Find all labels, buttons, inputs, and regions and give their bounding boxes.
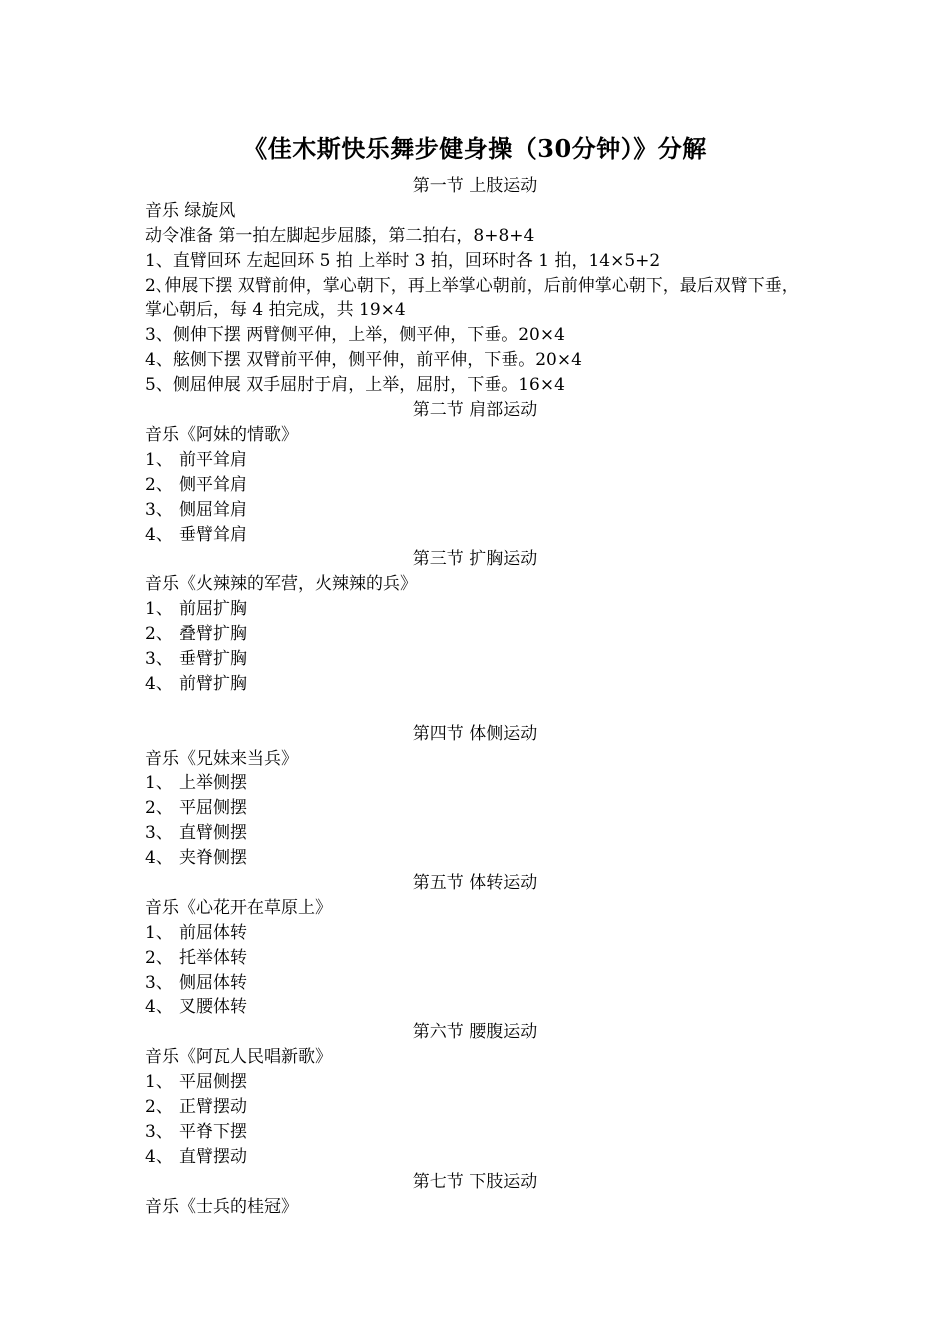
list-item-number: 1、	[145, 599, 173, 620]
list-item-text: 夹脊侧摆	[179, 848, 247, 869]
list-item-text: 前臂扩胸	[179, 673, 247, 694]
list-item	[145, 771, 815, 796]
list-item	[145, 448, 815, 473]
instruction-line: 2､伸展下摆 双臂前伸，掌心朝下，再上举掌心朝前，后前伸掌心朝下，最后双臂下垂，掌心朝后，每 4 拍完成，共 19×4	[145, 275, 799, 321]
list-item-text: 平屈侧摆	[179, 798, 247, 819]
list-item	[145, 1145, 815, 1170]
list-item-text: 前平耸肩	[179, 449, 247, 470]
list-item-number: 2、	[145, 624, 173, 645]
list-item-number: 4、	[145, 524, 173, 545]
section-music: 音乐《阿瓦人民唱新歌》	[145, 1047, 332, 1068]
list-item-number: 3、	[145, 823, 173, 844]
list-item-text: 托举体转	[179, 947, 247, 968]
list-item-text: 侧屈耸肩	[179, 499, 247, 520]
section-heading: 第六节 腰腹运动	[412, 1022, 538, 1043]
section-heading: 第五节 体转运动	[412, 872, 538, 893]
list-item-text: 垂臂耸肩	[179, 524, 247, 545]
list-item-number: 1、	[145, 773, 173, 794]
instruction-line: 5、侧屈伸展 双手屈肘于肩，上举，屈肘，下垂。16×4	[145, 375, 565, 396]
list-item	[145, 473, 815, 498]
list-item-number: 2、	[145, 1096, 173, 1117]
list-item	[145, 523, 815, 548]
section-music: 音乐《士兵的桂冠》	[145, 1196, 298, 1217]
list-item	[145, 672, 815, 697]
list-item-text: 叠臂扩胸	[179, 624, 247, 645]
list-item	[145, 1120, 815, 1145]
list-item-number: 4、	[145, 997, 173, 1018]
list-item	[145, 1095, 815, 1120]
section-heading: 第三节 扩胸运动	[412, 549, 538, 570]
list-item-text: 叉腰体转	[179, 997, 247, 1018]
instruction-line: 动令准备 第一拍左脚起步屈膝，第二拍右，8+8+4	[145, 225, 535, 246]
instruction-line: 1、直臂回环 左起回环 5 拍 上举时 3 拍，回环时各 1 拍，14×5+2	[145, 250, 661, 271]
list-item-text: 前屈体转	[179, 922, 247, 943]
instruction-line: 4、舷侧下摆 双臂前平伸，侧平伸，前平伸，下垂。20×4	[145, 350, 582, 371]
list-item	[145, 995, 815, 1020]
list-item-number: 3、	[145, 499, 173, 520]
list-item-text: 上举侧摆	[179, 773, 247, 794]
list-item-number: 3、	[145, 1121, 173, 1142]
list-item-number: 4、	[145, 848, 173, 869]
list-item-text: 侧屈体转	[179, 972, 247, 993]
list-item	[145, 597, 815, 622]
list-item	[145, 498, 815, 523]
section-music: 音乐《兄妹来当兵》	[145, 748, 298, 769]
list-item	[145, 821, 815, 846]
list-item	[145, 946, 815, 971]
list-item	[145, 647, 815, 672]
section-heading: 第四节 体侧运动	[412, 723, 538, 744]
section-heading: 第七节 下肢运动	[412, 1171, 538, 1192]
list-item	[145, 1070, 815, 1095]
list-item-number: 2、	[145, 947, 173, 968]
list-item-text: 直臂侧摆	[179, 823, 247, 844]
section-music: 音乐《心花开在草原上》	[145, 897, 332, 918]
list-item	[145, 796, 815, 821]
document-title: 《佳木斯快乐舞步健身操（30分钟）》分解	[243, 134, 707, 163]
section-music: 音乐 绿旋风	[145, 200, 236, 221]
section-music: 音乐《火辣辣的军营，火辣辣的兵》	[145, 574, 417, 595]
list-item-number: 2、	[145, 798, 173, 819]
list-item-number: 2、	[145, 474, 173, 495]
section-music: 音乐《阿妹的情歌》	[145, 424, 298, 445]
list-item	[145, 921, 815, 946]
section-heading: 第一节 上肢运动	[412, 176, 538, 196]
list-item	[145, 622, 815, 647]
list-item-number: 1、	[145, 1072, 173, 1093]
list-item-text: 侧平耸肩	[179, 474, 247, 495]
instruction-line: 3、侧伸下摆 两臂侧平伸，上举，侧平伸，下垂。20×4	[145, 325, 565, 346]
document-body	[145, 174, 815, 1219]
list-item-number: 3、	[145, 648, 173, 669]
list-item-text: 直臂摆动	[179, 1146, 247, 1167]
list-item-number: 1、	[145, 449, 173, 470]
section-heading: 第二节 肩部运动	[412, 400, 538, 421]
list-item-text: 平屈侧摆	[179, 1072, 247, 1093]
list-item	[145, 846, 815, 871]
list-item-number: 4、	[145, 673, 173, 694]
blank-line	[145, 697, 815, 722]
list-item-text: 前屈扩胸	[179, 599, 247, 620]
list-item-number: 4、	[145, 1146, 173, 1167]
list-item-text: 平脊下摆	[179, 1121, 247, 1142]
list-item-text: 垂臂扩胸	[179, 648, 247, 669]
list-item-number: 3、	[145, 972, 173, 993]
list-item-text: 正臂摆动	[179, 1096, 247, 1117]
list-item	[145, 971, 815, 996]
list-item-number: 1、	[145, 922, 173, 943]
